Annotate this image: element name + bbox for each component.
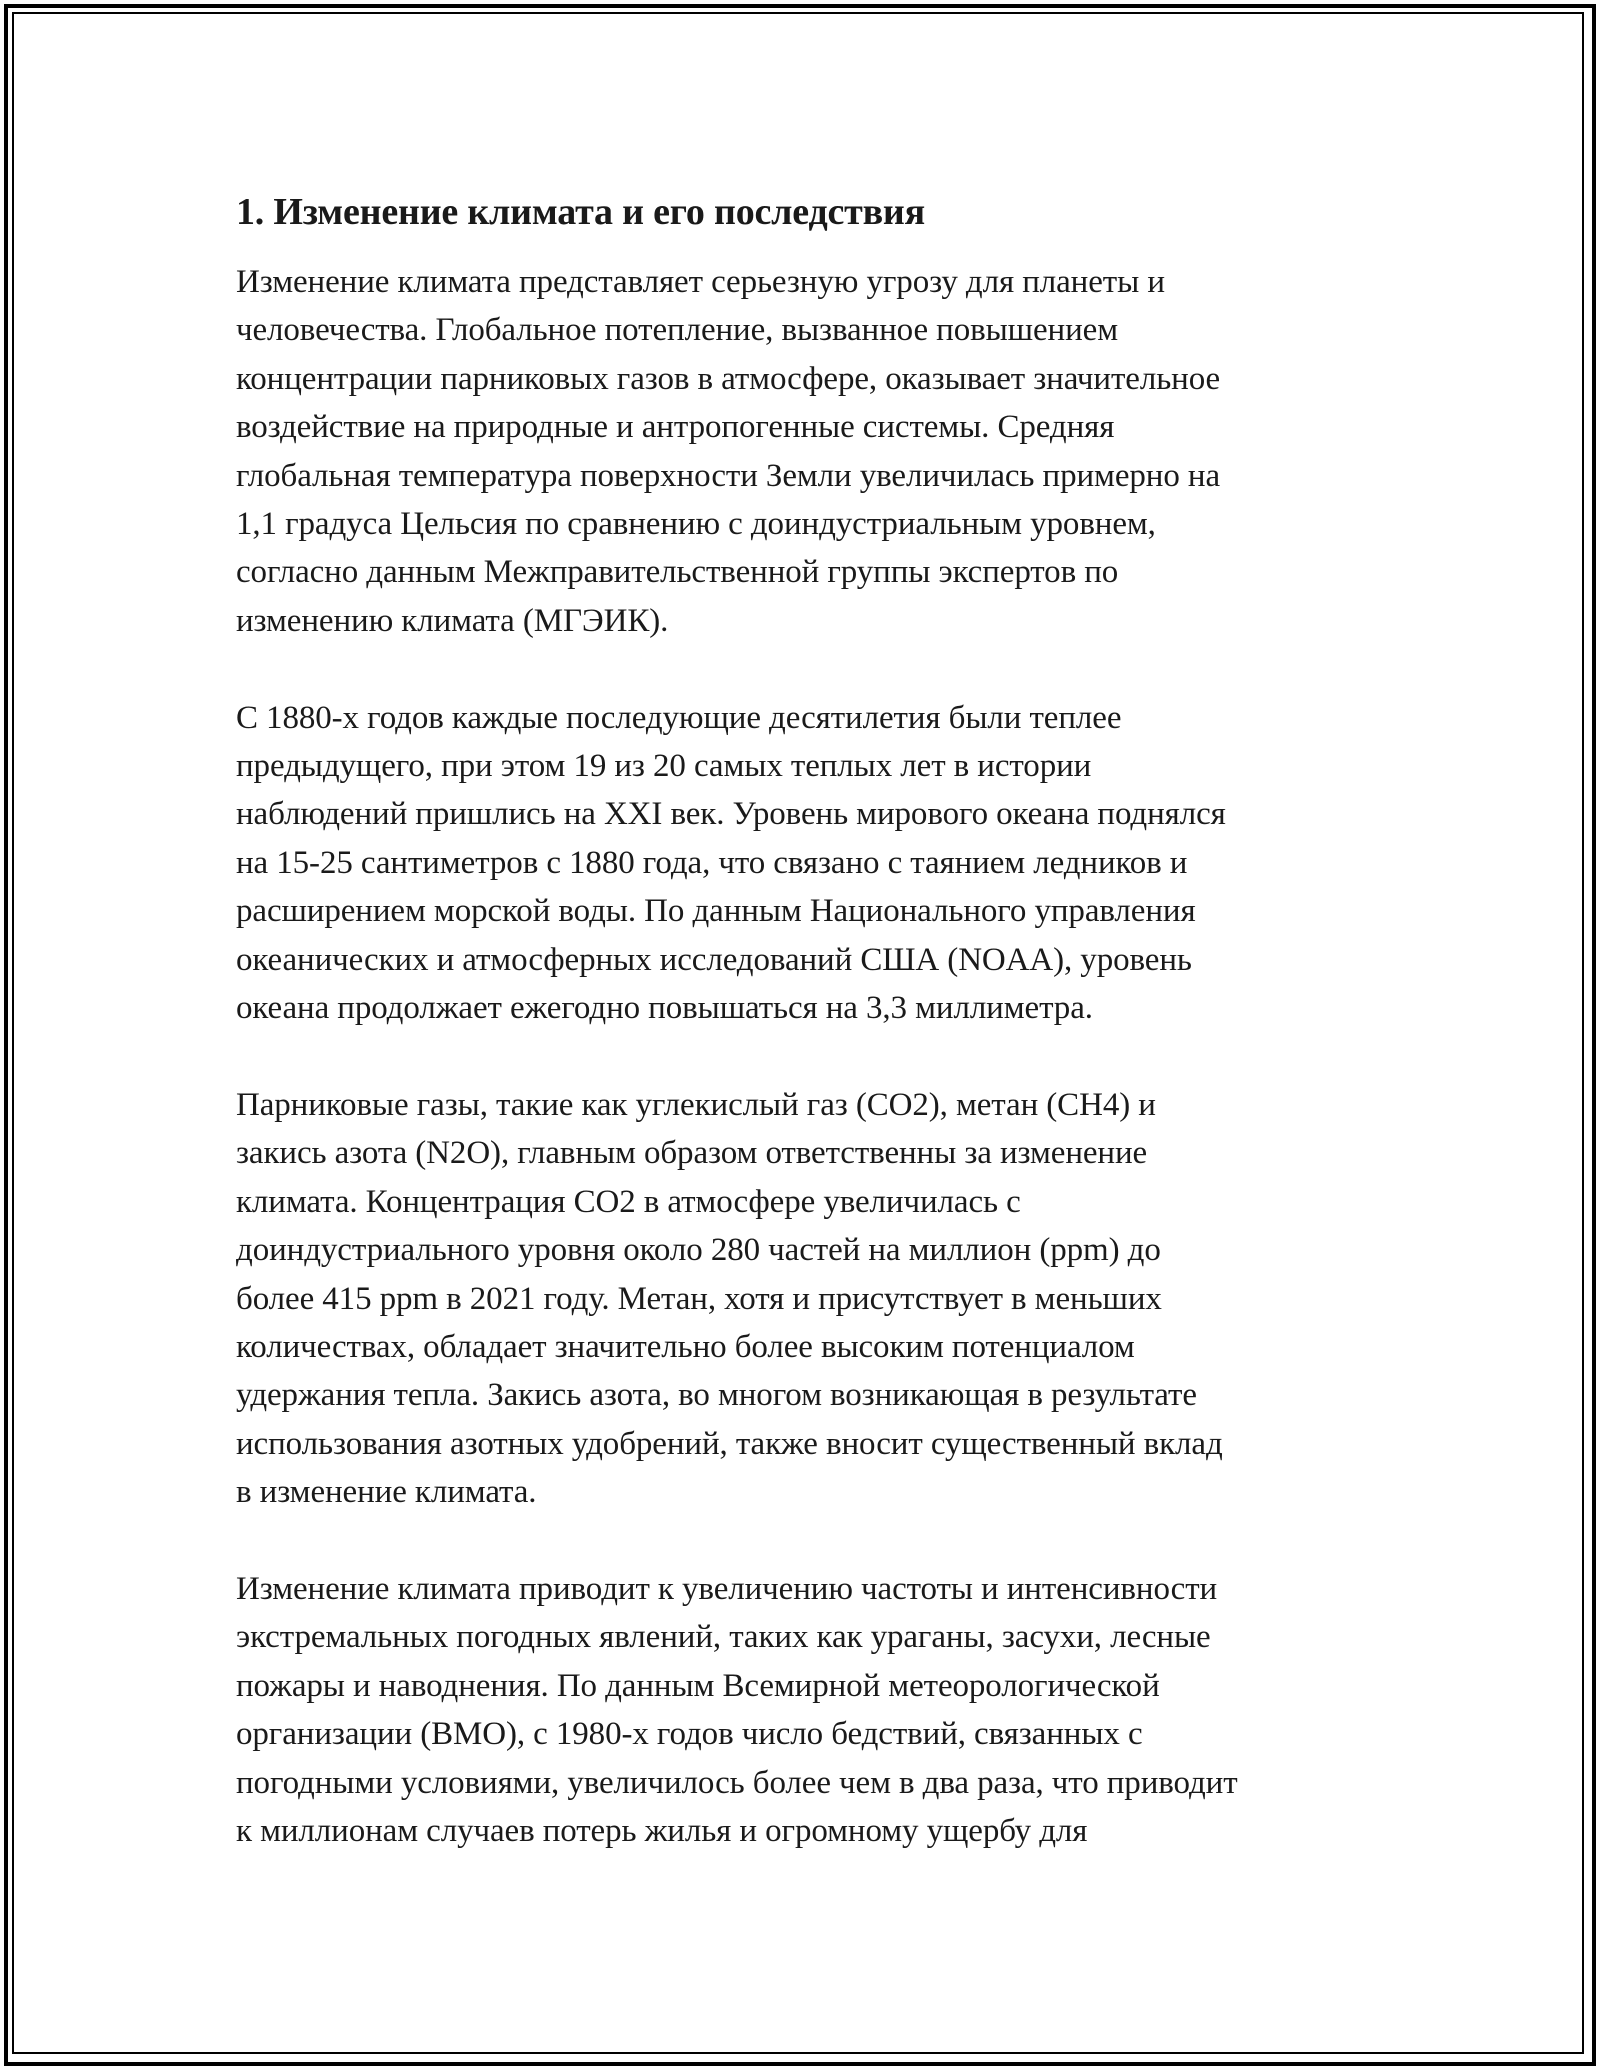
text-line: согласно данным Межправительственной группы экспертов по xyxy=(236,554,1119,591)
paragraph-4 xyxy=(236,1565,1366,1855)
text-line: Изменение климата представляет серьезную угрозу для планеты и xyxy=(236,264,1165,300)
text-line: глобальная температура поверхности Земли увеличилась примерно на xyxy=(236,457,1220,494)
text-line: удержания тепла. Закись азота, во многом возникающая в результате xyxy=(236,1377,1197,1414)
text-line: человечества. Глобальное потепление, вызванное повышением xyxy=(236,312,1118,349)
text-line: погодными условиями, увеличилось более чем в два раза, что приводит xyxy=(236,1764,1238,1801)
text-line: расширением морской воды. По данным Национального управления xyxy=(236,893,1196,930)
text-line: количествах, обладает значительно более высоким потенциалом xyxy=(236,1328,1135,1365)
text-line: 1,1 градуса Цельсия по сравнению с доиндустриальным уровнем, xyxy=(236,506,1156,543)
text-line: к миллионам случаев потерь жилья и огромному ущербу для xyxy=(236,1812,1088,1849)
text-line: пожары и наводнения. По данным Всемирной метеорологической xyxy=(236,1667,1160,1704)
text-line: использования азотных удобрений, также вносит существенный вклад xyxy=(236,1425,1223,1462)
text-line: предыдущего, при этом 19 из 20 самых теплых лет в истории xyxy=(236,748,1092,785)
text-line: экстремальных погодных явлений, таких как ураганы, засухи, лесные xyxy=(236,1619,1211,1656)
text-line: в изменение климата. xyxy=(236,1474,537,1511)
text-line: закись азота (N2O), главным образом ответственны за изменение xyxy=(236,1135,1148,1172)
text-line: Изменение климата приводит к увеличению частоты и интенсивности xyxy=(236,1570,1218,1607)
text-line: наблюдений пришлись на XXI век. Уровень мирового океана поднялся xyxy=(236,796,1226,833)
paragraph-3 xyxy=(236,1081,1366,1517)
text-line: воздействие на природные и антропогенные системы. Средняя xyxy=(236,409,1115,446)
paragraph-1 xyxy=(236,258,1366,645)
paragraph-2 xyxy=(236,694,1366,1033)
text-line: Парниковые газы, такие как углекислый газ (CO2), метан (CH4) и xyxy=(236,1086,1156,1123)
text-line: С 1880-х годов каждые последующие десятилетия были теплее xyxy=(236,699,1122,736)
text-line: на 15-25 сантиметров с 1880 года, что связано с таянием ледников и xyxy=(236,844,1188,881)
text-line: океана продолжает ежегодно повышаться на 3,3 миллиметра. xyxy=(236,990,1093,1027)
document-page xyxy=(236,186,1366,1904)
text-line: более 415 ppm в 2021 году. Метан, хотя и присутствует в меньших xyxy=(236,1280,1162,1317)
text-line: изменению климата (МГЭИК). xyxy=(236,602,669,639)
text-line: организации (ВМО), с 1980-х годов число бедствий, связанных с xyxy=(236,1716,1143,1753)
section-title: 1. Изменение климата и его последствия xyxy=(236,191,925,233)
text-line: океанических и атмосферных исследований США (NOAA), уровень xyxy=(236,941,1192,978)
text-line: климата. Концентрация CO2 в атмосфере увеличилась с xyxy=(236,1183,1021,1220)
text-line: концентрации парниковых газов в атмосфере, оказывает значительное xyxy=(236,360,1221,397)
text-line: доиндустриального уровня около 280 частей на миллион (ppm) до xyxy=(236,1232,1161,1269)
